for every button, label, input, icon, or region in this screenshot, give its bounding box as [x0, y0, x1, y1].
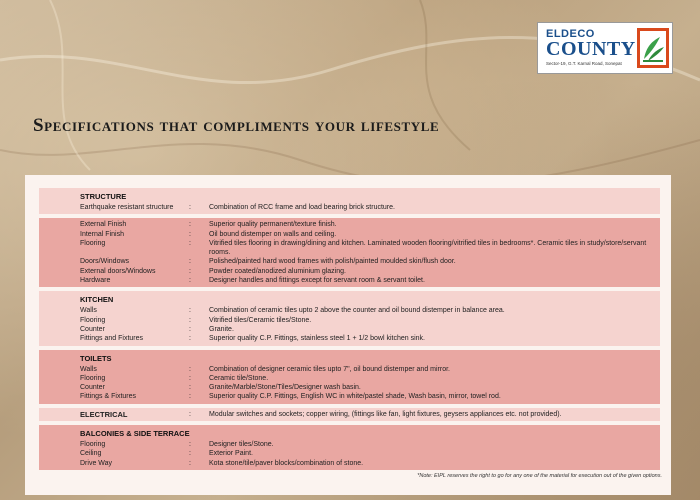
- spec-value: Oil bound distemper on walls and ceiling.: [209, 230, 337, 238]
- spec-row: [39, 383, 660, 392]
- spec-label: External Finish: [80, 221, 127, 229]
- spec-row: [39, 203, 660, 212]
- logo-brand-main: COUNTY: [546, 38, 636, 60]
- spec-row: [39, 459, 660, 468]
- spec-section: [39, 408, 660, 421]
- spec-value: Superior quality permanent/texture finish.: [209, 221, 337, 229]
- spec-section: [39, 291, 660, 345]
- spec-separator: :: [189, 258, 191, 266]
- spec-label: ELECTRICAL: [80, 409, 128, 419]
- spec-section: [39, 425, 660, 470]
- spec-label: Earthquake resistant structure: [80, 204, 174, 211]
- spec-separator: :: [189, 393, 191, 401]
- spec-row: [39, 374, 660, 383]
- spec-label: Counter: [80, 384, 105, 392]
- spec-row: [39, 257, 660, 266]
- spec-row: [39, 325, 660, 334]
- spec-value: Combination of ceramic tiles upto 2 above the counter and oil bound distemper in balance area.: [209, 307, 505, 315]
- spec-row: [39, 449, 660, 458]
- spec-separator: :: [189, 277, 191, 285]
- specifications-table: [39, 188, 660, 470]
- spec-separator: :: [189, 267, 191, 275]
- spec-row: [39, 392, 660, 401]
- spec-separator: :: [189, 365, 191, 373]
- spec-label: Walls: [80, 307, 97, 315]
- spec-separator: :: [189, 307, 191, 315]
- spec-separator: :: [189, 239, 191, 247]
- spec-section: [39, 350, 660, 404]
- page-headline: Specifications that compliments your lifestyle: [33, 115, 440, 136]
- spec-label: Internal Finish: [80, 230, 124, 238]
- spec-row: [39, 410, 660, 419]
- spec-value: Kota stone/tile/paver blocks/combination of stone.: [209, 459, 364, 467]
- spec-row: [39, 440, 660, 449]
- spec-value: Designer handles and fittings except for servant room & servant toilet.: [209, 277, 425, 285]
- spec-row: [39, 239, 660, 258]
- spec-separator: :: [189, 441, 191, 449]
- logo-brand-top: ELDECO: [546, 28, 595, 40]
- spec-label: External doors/Windows: [80, 267, 156, 275]
- spec-value: Vitrified tiles/Ceramic tiles/Stone.: [209, 316, 312, 324]
- spec-value: Superior quality C.P. Fittings, English WC in white/pastel shade, Wash basin, mirror, towel rod.: [209, 393, 501, 401]
- spec-row: [39, 306, 660, 315]
- spec-section: [39, 188, 660, 214]
- spec-section-title: KITCHEN: [80, 295, 114, 305]
- logo-brand-sub: Sector-19, G.T. Karnal Road, Sonepat: [546, 61, 622, 66]
- spec-row: [39, 230, 660, 239]
- spec-section: [39, 218, 660, 287]
- spec-separator: :: [189, 335, 191, 343]
- spec-label: Flooring: [80, 316, 106, 324]
- spec-label: Fittings and Fixtures: [80, 335, 144, 343]
- spec-separator: :: [189, 459, 191, 467]
- spec-separator: :: [189, 410, 191, 418]
- spec-row: [39, 365, 660, 374]
- spec-label: Doors/Windows: [80, 258, 130, 266]
- spec-value: Powder coated/anodized aluminium glazing.: [209, 267, 346, 275]
- spec-label: Counter: [80, 325, 105, 333]
- spec-label: Walls: [80, 365, 97, 373]
- green-leaves-emblem-icon: [637, 28, 669, 68]
- spec-value: Exterior Paint.: [209, 450, 253, 458]
- spec-label: Flooring: [80, 441, 106, 449]
- spec-row: [39, 316, 660, 325]
- spec-separator: :: [189, 230, 191, 238]
- spec-value: Superior quality C.P. Fittings, stainless steel 1 + 1/2 bowl kitchen sink.: [209, 335, 426, 343]
- spec-value: Modular switches and sockets; copper wiring, (fittings like fan, light fixtures, geysers appliances etc. not provided).: [209, 410, 562, 418]
- spec-label: Fittings & Fixtures: [80, 393, 137, 401]
- spec-label: Hardware: [80, 277, 111, 285]
- spec-section-title: STRUCTURE: [80, 192, 127, 201]
- spec-value: Polished/painted hard wood frames with polish/painted moulded skin/flush door.: [209, 258, 456, 266]
- spec-row: [39, 220, 660, 229]
- spec-separator: :: [189, 316, 191, 324]
- spec-separator: :: [189, 450, 191, 458]
- spec-section-title: TOILETS: [80, 353, 112, 363]
- eldeco-county-logo: [537, 22, 673, 74]
- spec-separator: :: [189, 221, 191, 229]
- spec-row: [39, 267, 660, 276]
- spec-value: Combination of designer ceramic tiles upto 7", oil bound distemper and mirror.: [209, 365, 450, 373]
- spec-separator: :: [189, 374, 191, 382]
- spec-value: Combination of RCC frame and load bearing brick structure.: [209, 204, 395, 211]
- spec-row: [39, 334, 660, 343]
- spec-section-title: BALCONIES & SIDE TERRACE: [80, 429, 190, 439]
- spec-separator: :: [189, 384, 191, 392]
- spec-label: Drive Way: [80, 459, 113, 467]
- spec-value: Granite/Marble/Stone/Tiles/Designer wash basin.: [209, 384, 361, 392]
- spec-value: Designer tiles/Stone.: [209, 441, 274, 449]
- footnote: *Note: EIPL reserves the right to go for any one of the material for execution out of the given options.: [417, 473, 662, 479]
- spec-value: Ceramic tile/Stone.: [209, 374, 269, 382]
- spec-separator: :: [189, 204, 191, 211]
- spec-separator: :: [189, 325, 191, 333]
- spec-value: Granite.: [209, 325, 234, 333]
- spec-label: Flooring: [80, 239, 106, 247]
- spec-row: [39, 276, 660, 285]
- spec-label: Flooring: [80, 374, 106, 382]
- spec-label: Ceiling: [80, 450, 102, 458]
- spec-value: Vitrified tiles flooring in drawing/dining and kitchen. Laminated wooden flooring/vitrified tiles in bedrooms*. Ceramic tiles in study/store/servant rooms.: [209, 239, 647, 257]
